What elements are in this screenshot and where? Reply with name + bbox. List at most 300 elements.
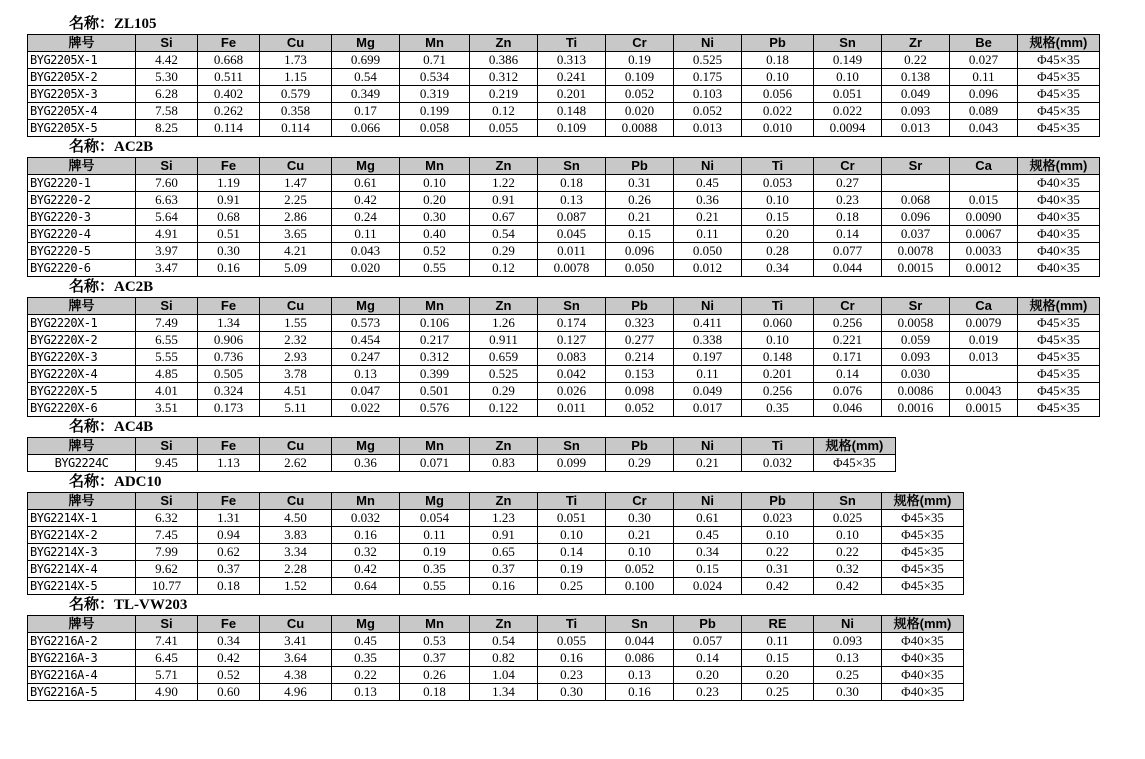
column-header: Mg: [332, 298, 400, 315]
value-cell: 0.013: [674, 120, 742, 137]
value-cell: 7.99: [136, 544, 198, 561]
value-cell: 0.096: [606, 243, 674, 260]
value-cell: 0.058: [400, 120, 470, 137]
sample-code-cell: BYG2220-6: [28, 260, 136, 277]
sample-code-cell: BYG2220X-6: [28, 400, 136, 417]
value-cell: 0.109: [538, 120, 606, 137]
value-cell: 0.098: [606, 383, 674, 400]
value-cell: 5.11: [260, 400, 332, 417]
value-cell: 4.21: [260, 243, 332, 260]
spec-cell: Φ45×35: [1018, 69, 1100, 86]
value-cell: 0.045: [538, 226, 606, 243]
column-header: 牌号: [28, 438, 136, 455]
value-cell: 0.906: [198, 332, 260, 349]
sample-code-cell: BYG2220X-1: [28, 315, 136, 332]
value-cell: 0.37: [198, 561, 260, 578]
value-cell: 0.052: [606, 86, 674, 103]
value-cell: 0.10: [742, 69, 814, 86]
value-cell: 0.066: [332, 120, 400, 137]
value-cell: 0.18: [400, 684, 470, 701]
value-cell: 0.114: [260, 120, 332, 137]
value-cell: 0.0086: [882, 383, 950, 400]
value-cell: 0.052: [606, 561, 674, 578]
table-row: [28, 260, 1100, 277]
column-header: Cr: [606, 493, 674, 510]
value-cell: 0.093: [882, 349, 950, 366]
value-cell: 0.30: [538, 684, 606, 701]
value-cell: 0.14: [674, 650, 742, 667]
value-cell: 0.023: [742, 510, 814, 527]
value-cell: 0.217: [400, 332, 470, 349]
value-cell: 3.34: [260, 544, 332, 561]
column-header: Mn: [400, 35, 470, 52]
spec-cell: Φ40×35: [1018, 260, 1100, 277]
sample-code-cell: BYG2205X-4: [28, 103, 136, 120]
table-row: [28, 527, 964, 544]
value-cell: 0.10: [400, 175, 470, 192]
value-cell: 0.096: [950, 86, 1018, 103]
table-row: [28, 332, 1100, 349]
value-cell: 0.34: [198, 633, 260, 650]
value-cell: 6.32: [136, 510, 198, 527]
column-header: Ti: [538, 616, 606, 633]
value-cell: 0.19: [400, 544, 470, 561]
column-header: 规格(mm): [882, 616, 964, 633]
column-header: Mg: [332, 35, 400, 52]
value-cell: 6.28: [136, 86, 198, 103]
column-header: Ni: [814, 616, 882, 633]
value-cell: 0.42: [332, 192, 400, 209]
value-cell: 0.0012: [950, 260, 1018, 277]
value-cell: 0.013: [882, 120, 950, 137]
value-cell: 2.32: [260, 332, 332, 349]
value-cell: 0.055: [470, 120, 538, 137]
table-row: [28, 400, 1100, 417]
column-header: 牌号: [28, 158, 136, 175]
table-row: [28, 86, 1100, 103]
value-cell: 0.36: [674, 192, 742, 209]
value-cell: 0.32: [332, 544, 400, 561]
column-header: 牌号: [28, 616, 136, 633]
value-cell: 0.053: [742, 175, 814, 192]
value-cell: 0.0078: [882, 243, 950, 260]
column-header: Ni: [674, 438, 742, 455]
value-cell: 0.14: [814, 366, 882, 383]
value-cell: 7.45: [136, 527, 198, 544]
value-cell: 5.09: [260, 260, 332, 277]
column-header: Fe: [198, 158, 260, 175]
column-header: Mg: [400, 493, 470, 510]
spec-cell: Φ40×35: [1018, 226, 1100, 243]
spec-cell: Φ45×35: [1018, 349, 1100, 366]
value-cell: 0.032: [332, 510, 400, 527]
table-row: [28, 120, 1100, 137]
value-cell: 0.35: [332, 650, 400, 667]
value-cell: 0.45: [674, 527, 742, 544]
value-cell: 0.199: [400, 103, 470, 120]
value-cell: 1.19: [198, 175, 260, 192]
value-cell: 2.62: [260, 455, 332, 472]
composition-table: [27, 34, 1100, 137]
value-cell: 0.699: [332, 52, 400, 69]
spec-cell: Φ45×35: [882, 561, 964, 578]
table-row: [28, 226, 1100, 243]
value-cell: 2.86: [260, 209, 332, 226]
value-cell: 7.49: [136, 315, 198, 332]
value-cell: 4.01: [136, 383, 198, 400]
column-header: Si: [136, 493, 198, 510]
spec-cell: Φ40×35: [1018, 175, 1100, 192]
value-cell: 9.45: [136, 455, 198, 472]
value-cell: 0.10: [742, 192, 814, 209]
value-cell: 0.197: [674, 349, 742, 366]
value-cell: 0.241: [538, 69, 606, 86]
table-row: [28, 544, 964, 561]
value-cell: 0.312: [400, 349, 470, 366]
column-header: Sr: [882, 158, 950, 175]
column-header: Cu: [260, 298, 332, 315]
value-cell: 0.017: [674, 400, 742, 417]
value-cell: 0.11: [332, 226, 400, 243]
sample-code-cell: BYG2214X-3: [28, 544, 136, 561]
spec-cell: Φ45×35: [882, 544, 964, 561]
value-cell: 0.15: [606, 226, 674, 243]
value-cell: 1.52: [260, 578, 332, 595]
value-cell: 0.0088: [606, 120, 674, 137]
value-cell: 0.402: [198, 86, 260, 103]
column-header: Ni: [674, 35, 742, 52]
header-row: [28, 158, 1100, 175]
document: [27, 14, 1100, 701]
value-cell: 0.11: [950, 69, 1018, 86]
spec-cell: Φ40×35: [882, 667, 964, 684]
value-cell: 0.94: [198, 527, 260, 544]
value-cell: 0.076: [814, 383, 882, 400]
value-cell: 0.64: [332, 578, 400, 595]
value-cell: 0.736: [198, 349, 260, 366]
value-cell: 0.29: [606, 455, 674, 472]
value-cell: 0.83: [470, 455, 538, 472]
value-cell: 0.576: [400, 400, 470, 417]
value-cell: 0.61: [332, 175, 400, 192]
value-cell: 0.21: [674, 209, 742, 226]
table-row: [28, 561, 964, 578]
value-cell: 0.23: [674, 684, 742, 701]
value-cell: 1.31: [198, 510, 260, 527]
value-cell: 0.247: [332, 349, 400, 366]
column-header: Pb: [606, 438, 674, 455]
spec-cell: Φ40×35: [1018, 209, 1100, 226]
value-cell: 4.38: [260, 667, 332, 684]
value-cell: 0.050: [674, 243, 742, 260]
value-cell: 1.34: [470, 684, 538, 701]
value-cell: 0.173: [198, 400, 260, 417]
value-cell: 0.312: [470, 69, 538, 86]
column-header: 规格(mm): [1018, 298, 1100, 315]
value-cell: 0.138: [882, 69, 950, 86]
value-cell: 9.62: [136, 561, 198, 578]
value-cell: 0.22: [332, 667, 400, 684]
table-row: [28, 510, 964, 527]
value-cell: 0.30: [400, 209, 470, 226]
value-cell: 0.019: [950, 332, 1018, 349]
value-cell: 0.23: [538, 667, 606, 684]
value-cell: 0.454: [332, 332, 400, 349]
value-cell: 0.52: [400, 243, 470, 260]
header-row: [28, 616, 964, 633]
column-header: Cu: [260, 616, 332, 633]
value-cell: 0.54: [332, 69, 400, 86]
table-row: [28, 209, 1100, 226]
value-cell: 0.52: [198, 667, 260, 684]
value-cell: 0.20: [742, 667, 814, 684]
value-cell: 0.057: [674, 633, 742, 650]
value-cell: 0.16: [198, 260, 260, 277]
column-header: Ni: [674, 493, 742, 510]
value-cell: 0.54: [470, 633, 538, 650]
value-cell: 0.91: [470, 527, 538, 544]
value-cell: 0.358: [260, 103, 332, 120]
value-cell: 1.73: [260, 52, 332, 69]
value-cell: 0.15: [742, 209, 814, 226]
value-cell: 0.10: [742, 332, 814, 349]
value-cell: 0.36: [332, 455, 400, 472]
value-cell: 4.91: [136, 226, 198, 243]
value-cell: 2.25: [260, 192, 332, 209]
value-cell: 2.93: [260, 349, 332, 366]
value-cell: 0.0090: [950, 209, 1018, 226]
value-cell: 0.044: [814, 260, 882, 277]
column-header: Pb: [742, 493, 814, 510]
value-cell: 0.015: [950, 192, 1018, 209]
column-header: Cr: [814, 298, 882, 315]
value-cell: 0.399: [400, 366, 470, 383]
spec-cell: Φ45×35: [1018, 400, 1100, 417]
spec-cell: Φ45×35: [1018, 366, 1100, 383]
value-cell: 0.525: [470, 366, 538, 383]
value-cell: 0.14: [538, 544, 606, 561]
column-header: Mg: [332, 158, 400, 175]
value-cell: 0.35: [400, 561, 470, 578]
value-cell: 0.122: [470, 400, 538, 417]
spec-cell: Φ40×35: [1018, 243, 1100, 260]
value-cell: 0.35: [742, 400, 814, 417]
spec-cell: Φ45×35: [882, 578, 964, 595]
value-cell: 5.30: [136, 69, 198, 86]
value-cell: 0.22: [742, 544, 814, 561]
spec-cell: Φ40×35: [882, 650, 964, 667]
column-header: Mg: [332, 616, 400, 633]
value-cell: 0.911: [470, 332, 538, 349]
value-cell: 0.10: [742, 527, 814, 544]
table-row: [28, 243, 1100, 260]
value-cell: 0.10: [814, 527, 882, 544]
value-cell: 0.19: [538, 561, 606, 578]
value-cell: 0.022: [814, 103, 882, 120]
sample-code-cell: BYG2220X-5: [28, 383, 136, 400]
value-cell: 0.61: [674, 510, 742, 527]
column-header: Mn: [400, 616, 470, 633]
sample-code-cell: BYG2205X-1: [28, 52, 136, 69]
value-cell: 0.68: [198, 209, 260, 226]
value-cell: 0.18: [814, 209, 882, 226]
value-cell: 0.25: [538, 578, 606, 595]
sample-code-cell: BYG2220X-2: [28, 332, 136, 349]
value-cell: 0.025: [814, 510, 882, 527]
value-cell: 1.47: [260, 175, 332, 192]
value-cell: 0.21: [606, 527, 674, 544]
value-cell: 0.55: [400, 260, 470, 277]
value-cell: 0.175: [674, 69, 742, 86]
value-cell: 0.022: [332, 400, 400, 417]
sample-code-cell: BYG2216A-5: [28, 684, 136, 701]
column-header: Pb: [606, 298, 674, 315]
value-cell: 0.13: [606, 667, 674, 684]
column-header: 规格(mm): [814, 438, 896, 455]
value-cell: 0.54: [470, 226, 538, 243]
value-cell: 0.109: [606, 69, 674, 86]
value-cell: 0.043: [950, 120, 1018, 137]
value-cell: 0.34: [674, 544, 742, 561]
column-header: Fe: [198, 438, 260, 455]
value-cell: 0.42: [332, 561, 400, 578]
value-cell: 0.386: [470, 52, 538, 69]
value-cell: 0.10: [538, 527, 606, 544]
value-cell: 0.174: [538, 315, 606, 332]
value-cell: 0.324: [198, 383, 260, 400]
sample-code-cell: BYG2220-2: [28, 192, 136, 209]
spec-cell: Φ45×35: [1018, 103, 1100, 120]
value-cell: 0.31: [742, 561, 814, 578]
value-cell: 4.50: [260, 510, 332, 527]
value-cell: 0.18: [742, 52, 814, 69]
column-header: Zr: [882, 35, 950, 52]
value-cell: [882, 175, 950, 192]
value-cell: 0.21: [674, 455, 742, 472]
value-cell: 3.51: [136, 400, 198, 417]
value-cell: 0.13: [814, 650, 882, 667]
table-row: [28, 69, 1100, 86]
value-cell: 0.319: [400, 86, 470, 103]
value-cell: 0.047: [332, 383, 400, 400]
value-cell: 0.11: [674, 366, 742, 383]
column-header: Ni: [674, 298, 742, 315]
value-cell: 0.25: [742, 684, 814, 701]
value-cell: 7.41: [136, 633, 198, 650]
value-cell: 0.0043: [950, 383, 1018, 400]
sample-code-cell: BYG2224C: [28, 455, 136, 472]
column-header: Pb: [742, 35, 814, 52]
value-cell: 0.059: [882, 332, 950, 349]
column-header: Ni: [674, 158, 742, 175]
value-cell: 0.0058: [882, 315, 950, 332]
value-cell: 0.20: [742, 226, 814, 243]
column-header: Ca: [950, 298, 1018, 315]
value-cell: 0.093: [814, 633, 882, 650]
value-cell: 0.19: [606, 52, 674, 69]
sample-code-cell: BYG2214X-5: [28, 578, 136, 595]
value-cell: 0.221: [814, 332, 882, 349]
value-cell: 0.338: [674, 332, 742, 349]
value-cell: 0.277: [606, 332, 674, 349]
spec-cell: Φ45×35: [814, 455, 896, 472]
value-cell: 0.60: [198, 684, 260, 701]
value-cell: 0.53: [400, 633, 470, 650]
value-cell: 1.04: [470, 667, 538, 684]
value-cell: 0.114: [198, 120, 260, 137]
spec-cell: Φ45×35: [882, 510, 964, 527]
composition-table: [27, 437, 896, 472]
sample-code-cell: BYG2220-5: [28, 243, 136, 260]
sample-code-cell: BYG2214X-1: [28, 510, 136, 527]
sample-code-cell: BYG2214X-2: [28, 527, 136, 544]
value-cell: 0.21: [606, 209, 674, 226]
table-row: [28, 366, 1100, 383]
value-cell: 1.23: [470, 510, 538, 527]
value-cell: 0.0015: [882, 260, 950, 277]
column-header: Si: [136, 616, 198, 633]
header-row: [28, 298, 1100, 315]
value-cell: 4.96: [260, 684, 332, 701]
column-header: Ti: [742, 298, 814, 315]
column-header: Sn: [814, 493, 882, 510]
column-header: Sn: [538, 158, 606, 175]
header-row: [28, 493, 964, 510]
column-header: Zn: [470, 298, 538, 315]
value-cell: 0.049: [882, 86, 950, 103]
value-cell: 0.26: [606, 192, 674, 209]
section-title: 名称：AC4B: [69, 419, 154, 435]
value-cell: 0.15: [674, 561, 742, 578]
column-header: Sn: [606, 616, 674, 633]
value-cell: 3.64: [260, 650, 332, 667]
column-header: Cu: [260, 158, 332, 175]
value-cell: 0.82: [470, 650, 538, 667]
value-cell: 0.42: [814, 578, 882, 595]
value-cell: 0.051: [814, 86, 882, 103]
column-header: Fe: [198, 35, 260, 52]
value-cell: 0.056: [742, 86, 814, 103]
column-header: Mn: [400, 298, 470, 315]
value-cell: 0.010: [742, 120, 814, 137]
section-title: 名称：ZL105: [69, 16, 157, 32]
column-header: Mn: [332, 493, 400, 510]
value-cell: 6.55: [136, 332, 198, 349]
column-header: Si: [136, 438, 198, 455]
value-cell: 0.668: [198, 52, 260, 69]
value-cell: 3.97: [136, 243, 198, 260]
value-cell: 0.55: [400, 578, 470, 595]
value-cell: 0.42: [742, 578, 814, 595]
column-header: Zn: [470, 35, 538, 52]
value-cell: 0.086: [606, 650, 674, 667]
value-cell: 0.262: [198, 103, 260, 120]
value-cell: 4.85: [136, 366, 198, 383]
sample-code-cell: BYG2220-3: [28, 209, 136, 226]
value-cell: 0.032: [742, 455, 814, 472]
value-cell: 0.659: [470, 349, 538, 366]
value-cell: 0.23: [814, 192, 882, 209]
value-cell: 0.171: [814, 349, 882, 366]
spec-cell: Φ40×35: [882, 684, 964, 701]
column-header: 规格(mm): [1018, 35, 1100, 52]
value-cell: 0.27: [814, 175, 882, 192]
value-cell: 0.349: [332, 86, 400, 103]
value-cell: 0.096: [882, 209, 950, 226]
value-cell: 0.012: [674, 260, 742, 277]
value-cell: 0.534: [400, 69, 470, 86]
value-cell: 0.256: [814, 315, 882, 332]
